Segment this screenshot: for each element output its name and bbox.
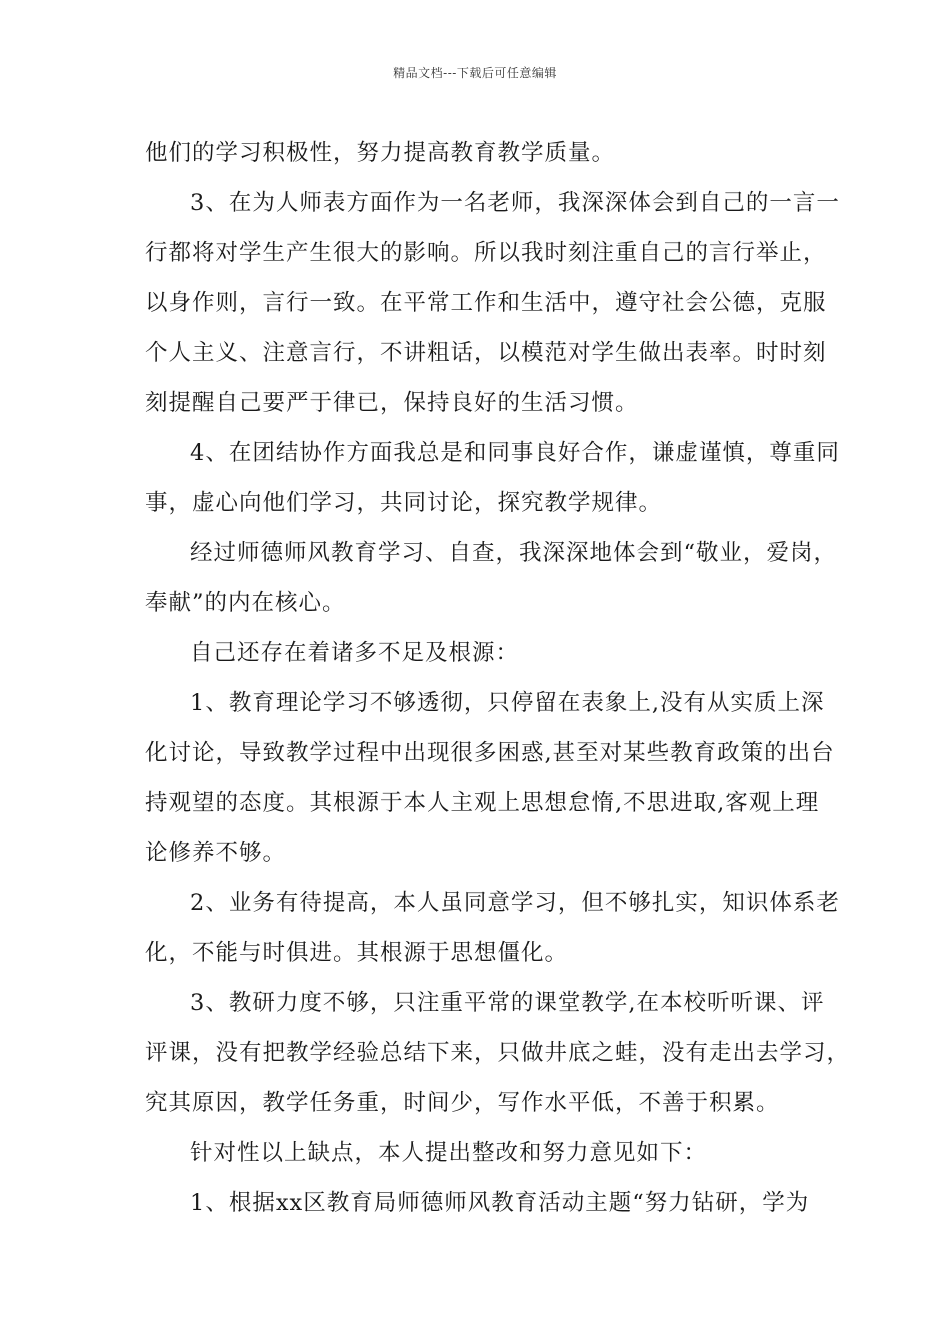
text-line: 他们的学习积极性，努力提高教育教学质量。 <box>145 140 616 166</box>
text-line: 1、教育理论学习不够透彻，只停留在表象上,没有从实质上深 <box>190 690 825 716</box>
text-line: 究其原因，教学任务重，时间少，写作水平低，不善于积累。 <box>145 1090 780 1116</box>
text-line: 化讨论，导致教学过程中出现很多困惑,甚至对某些教育政策的出台 <box>145 740 835 766</box>
text-line: 刻提醒自己要严于律已，保持良好的生活习惯。 <box>145 390 639 416</box>
text-line: 1、根据xx区教育局师德师风教育活动主题“努力钻研，学为 <box>190 1190 810 1216</box>
text-line: 4、在团结协作方面我总是和同事良好合作，谦虚谨慎，尊重同 <box>190 440 840 466</box>
text-line: 针对性以上缺点，本人提出整改和努力意见如下： <box>190 1140 708 1166</box>
page-header: 精品文档---下载后可任意编辑 <box>393 66 557 80</box>
text-line: 经过师德师风教育学习、自查，我深深地体会到“敬业，爱岗， <box>190 540 838 566</box>
document-body <box>145 128 851 1228</box>
text-line: 论修养不够。 <box>145 840 287 866</box>
text-line: 自己还存在着诸多不足及根源： <box>190 640 520 666</box>
text-line: 评课，没有把教学经验总结下来，只做井底之蛙，没有走出去学习， <box>145 1040 851 1066</box>
text-line: 3、在为人师表方面作为一名老师，我深深体会到自己的一言一 <box>190 190 840 216</box>
text-line: 持观望的态度。其根源于本人主观上思想怠惰,不思进取,客观上理 <box>145 790 820 816</box>
text-line: 化，不能与时俱进。其根源于思想僵化。 <box>145 940 569 966</box>
text-line: 奉献”的内在核心。 <box>145 590 346 616</box>
text-line: 3、教研力度不够，只注重平常的课堂教学,在本校听听课、评 <box>190 990 825 1016</box>
text-line: 行都将对学生产生很大的影响。所以我时刻注重自己的言行举止， <box>145 240 827 266</box>
text-line: 以身作则，言行一致。在平常工作和生活中，遵守社会公德，克服 <box>145 290 827 316</box>
text-line: 事，虚心向他们学习，共同讨论，探究教学规律。 <box>145 490 663 516</box>
text-line: 个人主义、注意言行，不讲粗话，以模范对学生做出表率。时时刻 <box>145 340 827 366</box>
text-line: 2、业务有待提高，本人虽同意学习，但不够扎实，知识体系老 <box>190 890 840 916</box>
